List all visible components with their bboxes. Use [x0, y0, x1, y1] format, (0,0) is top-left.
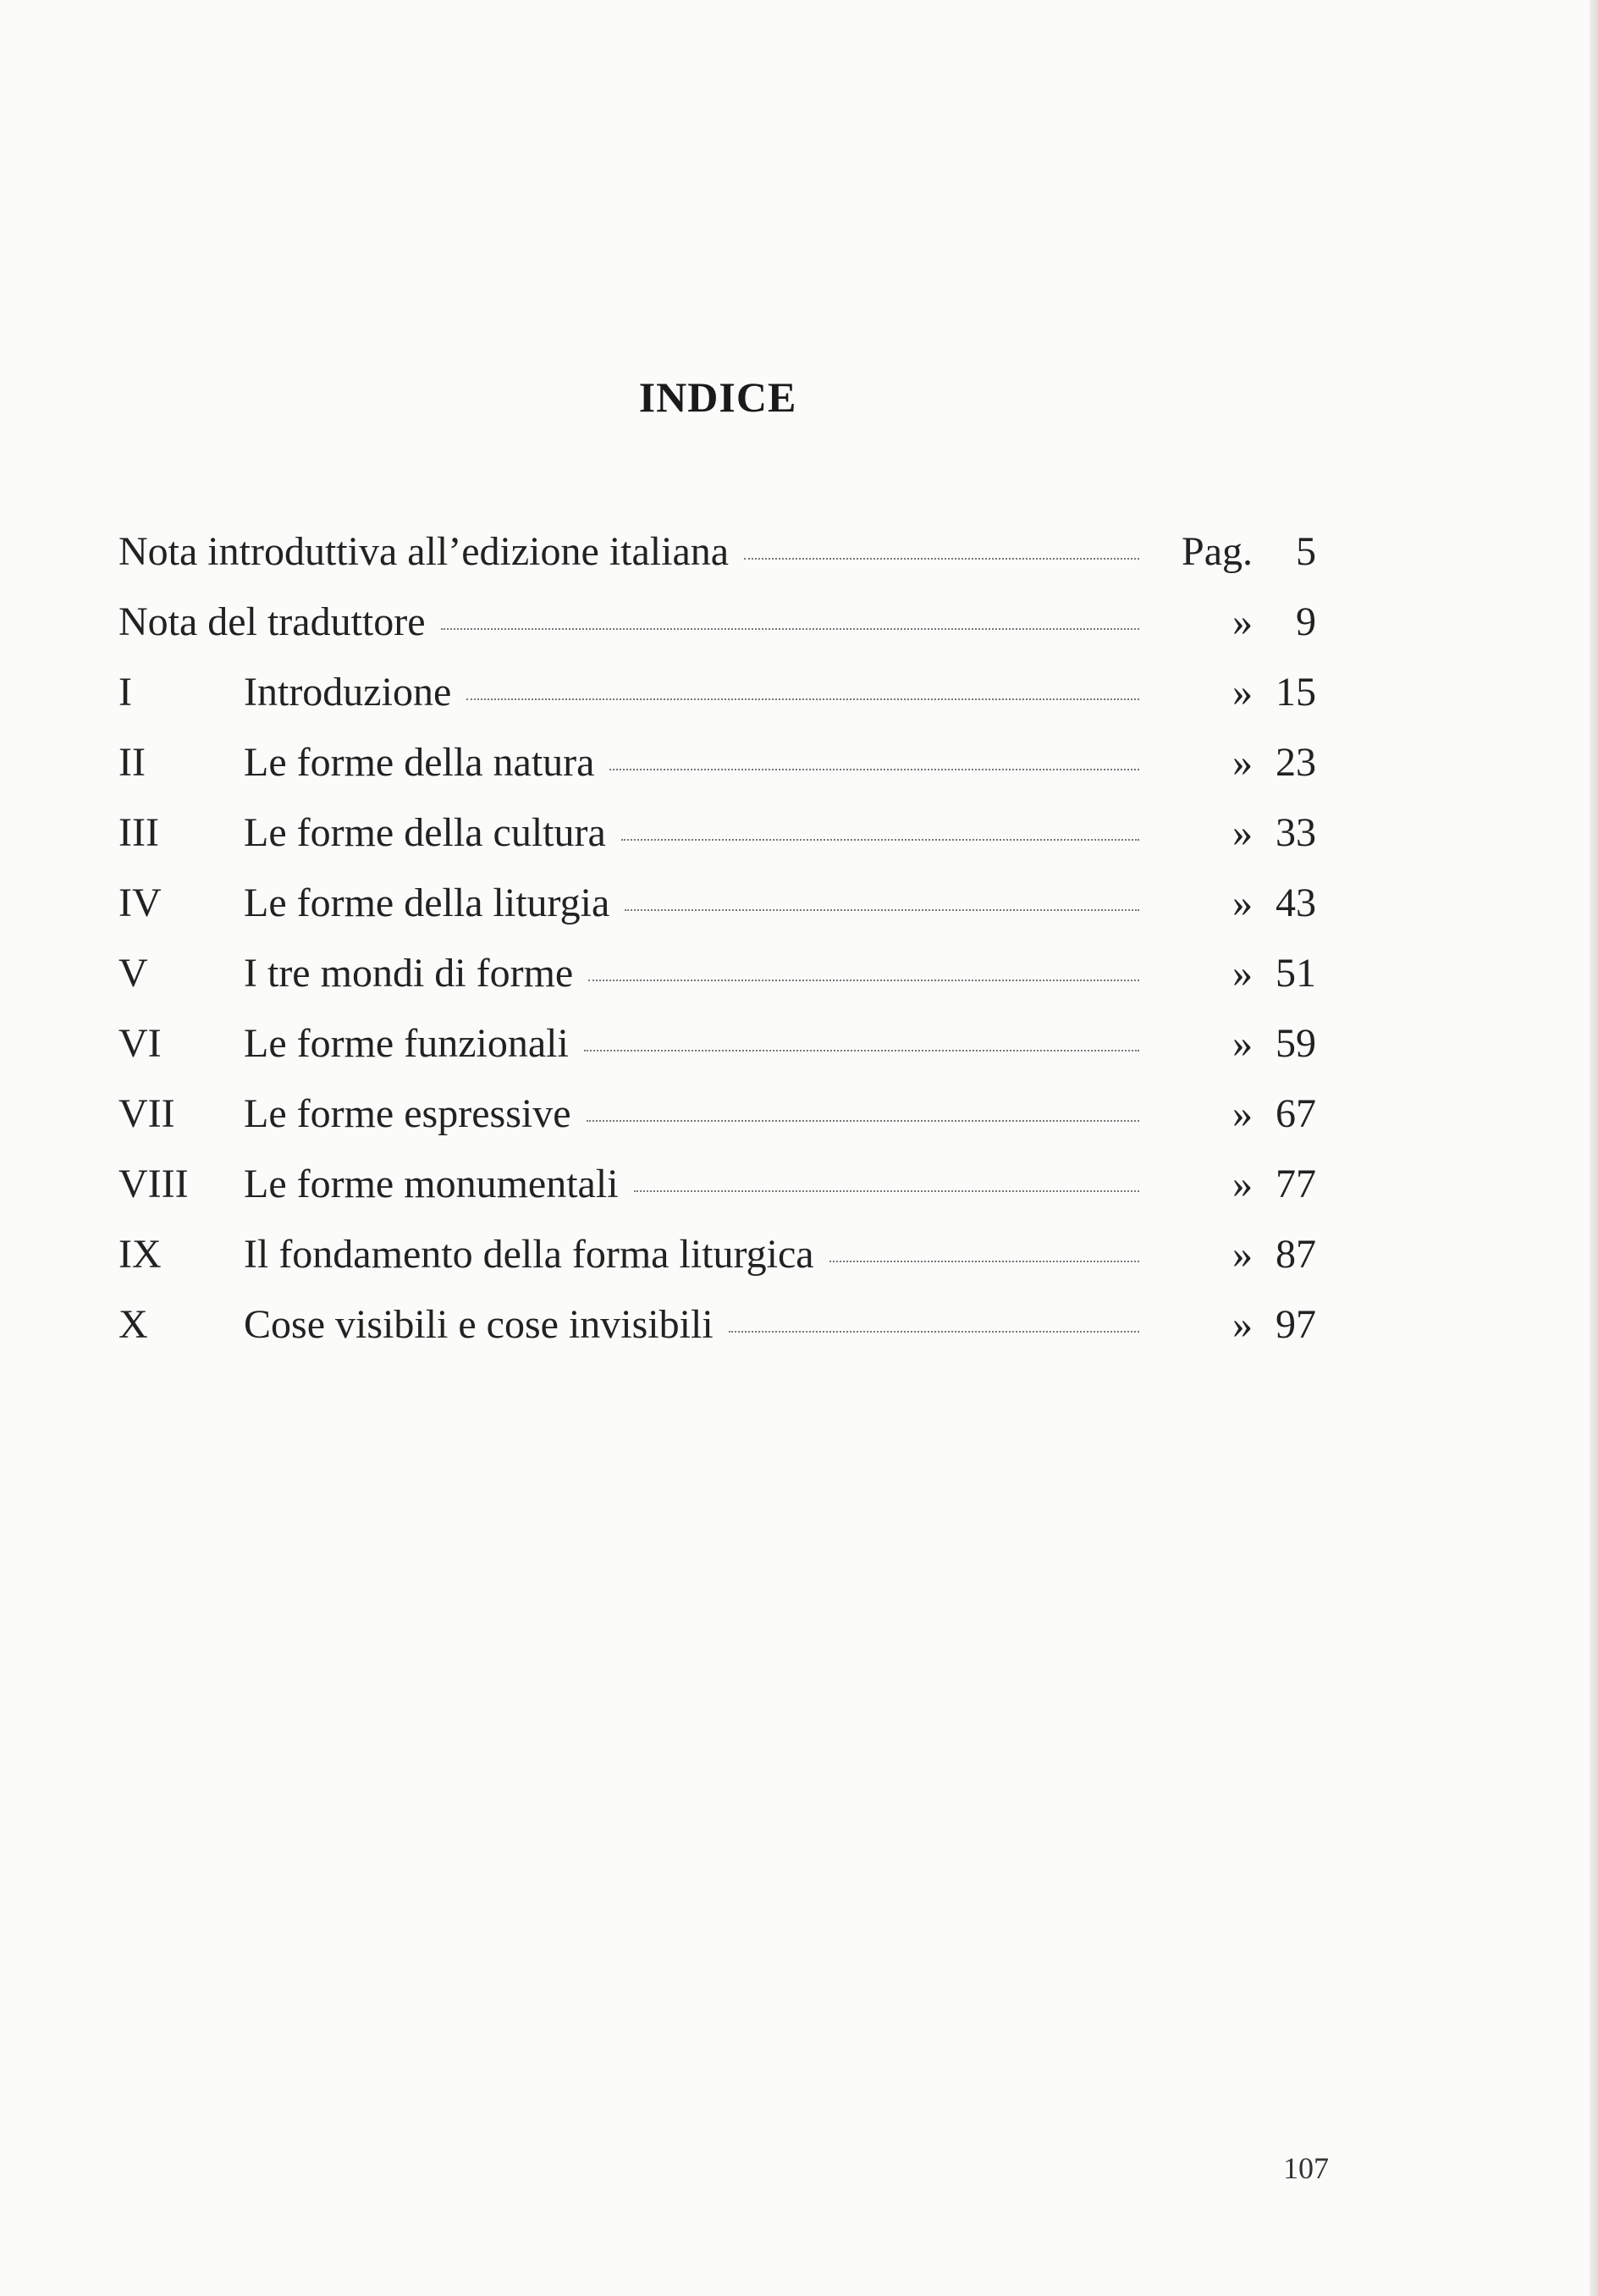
toc-page-prefix: »: [1232, 951, 1253, 996]
toc-page-number: 5: [1296, 529, 1316, 574]
page-title: INDICE: [638, 373, 797, 421]
toc-page-number: 15: [1276, 670, 1316, 715]
toc-entry-title: Introduzione: [244, 670, 452, 715]
toc-dot-leader: [588, 980, 1139, 981]
toc-chapter-number: III: [118, 810, 159, 855]
toc-page-number: 77: [1276, 1162, 1316, 1206]
toc-entry: [118, 1289, 1316, 1360]
toc-entry: [118, 587, 1316, 657]
toc-entry: [118, 1079, 1316, 1149]
toc-page-number: 33: [1276, 810, 1316, 855]
toc-page-prefix: »: [1232, 1021, 1253, 1066]
toc-dot-leader: [634, 1190, 1139, 1192]
toc-entry-title: Le forme monumentali: [244, 1162, 619, 1206]
toc-chapter-number: VI: [118, 1021, 162, 1066]
toc-entry: [118, 798, 1316, 868]
toc-entry: [118, 938, 1316, 1008]
toc-dot-leader: [584, 1050, 1139, 1051]
page-number: 107: [1283, 2151, 1329, 2185]
toc-page-number: 23: [1276, 740, 1316, 785]
toc-page-number: 43: [1276, 880, 1316, 925]
toc-page-prefix: »: [1232, 1232, 1253, 1277]
toc-entry-title: Le forme della liturgia: [244, 880, 610, 925]
toc-entry-title: Le forme espressive: [244, 1091, 571, 1136]
toc-entry: [118, 868, 1316, 938]
toc-chapter-number: X: [118, 1302, 148, 1347]
toc-entry: [118, 657, 1316, 727]
toc-dot-leader: [625, 909, 1139, 911]
toc-page-prefix: Pag.: [1182, 529, 1253, 574]
toc-entry-title: I tre mondi di forme: [244, 951, 574, 996]
toc-page-number: 97: [1276, 1302, 1316, 1347]
toc-entry: [118, 1149, 1316, 1219]
toc-entry-title: Il fondamento della forma liturgica: [244, 1232, 814, 1277]
toc-page-prefix: »: [1232, 880, 1253, 925]
toc-chapter-number: V: [118, 951, 148, 996]
toc-page-prefix: »: [1232, 1162, 1253, 1206]
toc-page-number: 87: [1276, 1232, 1316, 1277]
toc-entry: [118, 516, 1316, 587]
toc-dot-leader: [729, 1331, 1139, 1333]
toc-page-number: 59: [1276, 1021, 1316, 1066]
toc-page-prefix: »: [1232, 740, 1253, 785]
toc-dot-leader: [829, 1261, 1139, 1262]
toc-entry-title: Cose visibili e cose invisibili: [244, 1302, 714, 1347]
toc-chapter-number: IV: [118, 880, 162, 925]
toc-dot-leader: [466, 698, 1139, 700]
toc-page-prefix: »: [1232, 599, 1253, 644]
toc-chapter-number: VII: [118, 1091, 175, 1136]
table-of-contents: [118, 516, 1316, 1360]
toc-entry-title: Le forme della natura: [244, 740, 595, 785]
toc-dot-leader: [744, 558, 1139, 560]
toc-entry: [118, 727, 1316, 798]
toc-page-prefix: »: [1232, 1091, 1253, 1136]
toc-dot-leader: [609, 769, 1139, 770]
toc-page-prefix: »: [1232, 1302, 1253, 1347]
toc-page-number: 51: [1276, 951, 1316, 996]
toc-page-prefix: »: [1232, 810, 1253, 855]
toc-dot-leader: [621, 839, 1139, 841]
toc-entry-title: Nota del traduttore: [118, 599, 426, 644]
toc-page-number: 9: [1296, 599, 1316, 644]
toc-entry-title: Le forme della cultura: [244, 810, 606, 855]
toc-page-prefix: »: [1232, 670, 1253, 715]
toc-chapter-number: VIII: [118, 1162, 189, 1206]
toc-entry: [118, 1008, 1316, 1079]
toc-chapter-number: IX: [118, 1232, 162, 1277]
toc-page-number: 67: [1276, 1091, 1316, 1136]
page-edge: [1590, 0, 1598, 2296]
toc-entry: [118, 1219, 1316, 1289]
toc-chapter-number: II: [118, 740, 146, 785]
toc-entry-title: Nota introduttiva all’edizione italiana: [118, 529, 730, 574]
toc-dot-leader: [587, 1120, 1139, 1122]
toc-chapter-number: I: [118, 670, 132, 715]
toc-entry-title: Le forme funzionali: [244, 1021, 569, 1066]
toc-dot-leader: [441, 628, 1139, 630]
